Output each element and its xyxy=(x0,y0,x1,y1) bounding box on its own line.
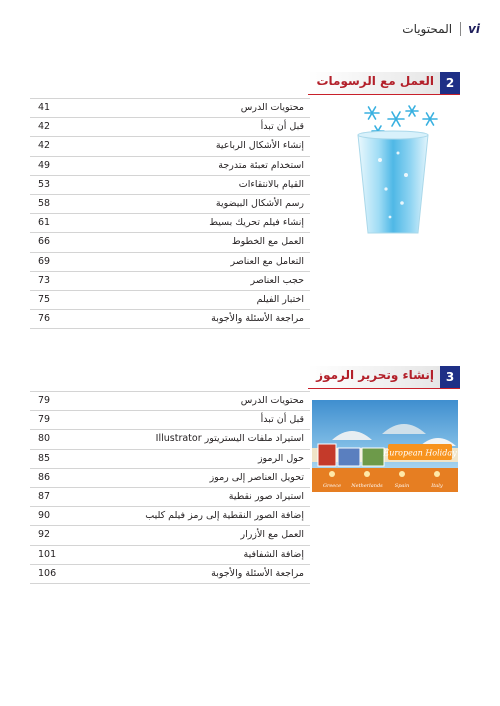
toc-page-number: 53 xyxy=(38,178,51,190)
toc-entry[interactable] xyxy=(30,214,310,233)
toc-entry[interactable] xyxy=(30,233,310,252)
toc-entry-title: حجب العناصر xyxy=(250,274,304,286)
toc-page-number: 92 xyxy=(38,529,51,541)
toc-entry[interactable] xyxy=(30,507,310,526)
toc-entry[interactable] xyxy=(30,137,310,156)
postcard-tab: Italy xyxy=(431,483,443,489)
toc-entry-title: محتويات الدرس xyxy=(240,395,304,406)
toc-entry[interactable] xyxy=(30,411,310,430)
page-header xyxy=(402,22,480,36)
toc-page-number: 79 xyxy=(38,414,51,426)
toc-entry[interactable] xyxy=(30,118,310,137)
toc-entry-title: استيراد ملفات اليستريتور Illustrator xyxy=(155,433,304,445)
toc-page-number: 73 xyxy=(38,274,51,286)
toc-entry[interactable] xyxy=(30,99,310,118)
toc-entry[interactable] xyxy=(30,565,310,584)
toc-entry[interactable] xyxy=(30,546,310,565)
toc-page-number: 76 xyxy=(38,313,51,325)
toc-entry[interactable] xyxy=(30,157,310,176)
toc-page-number: 42 xyxy=(38,121,51,133)
toc-entry[interactable] xyxy=(30,450,310,469)
toc-page-number: 106 xyxy=(38,567,57,579)
toc-entry[interactable] xyxy=(30,176,310,195)
chapter-title: العمل مع الرسومات xyxy=(316,74,434,88)
toc-entry-title: رسم الأشكال البيضوية xyxy=(215,197,304,209)
toc-page-number: 79 xyxy=(38,395,51,406)
header-divider xyxy=(460,22,461,36)
toc-entry[interactable] xyxy=(30,430,310,449)
toc-page-number: 41 xyxy=(38,102,51,113)
toc-entry-title: تحويل العناصر إلى رموز xyxy=(209,471,304,483)
chapter-number: 2 xyxy=(440,72,460,94)
toc-page-number: 69 xyxy=(38,255,51,267)
chapter-2-toc xyxy=(30,99,310,329)
toc-entry-title: استخدام تعبئة متدرجة xyxy=(218,159,304,171)
toc-entry[interactable] xyxy=(30,272,310,291)
toc-entry-title: إضافة الصور النقطية إلى رمز فيلم كليب xyxy=(145,510,304,522)
toc-entry-title: اختبار الفيلم xyxy=(256,293,304,305)
chapter-title: إنشاء وتحرير الرموز xyxy=(316,368,434,382)
toc-entry-title: قبل أن تبدأ xyxy=(260,121,304,133)
postcard-title: European Holiday xyxy=(383,448,457,458)
toc-page-number: 66 xyxy=(38,236,51,248)
toc-entry-title: استيراد صور نقطية xyxy=(228,490,304,502)
glass-illustration xyxy=(350,105,460,240)
toc-entry-title: القيام بالانتقاءات xyxy=(238,178,304,190)
toc-entry-title: إنشاء الأشكال الرباعية xyxy=(215,140,304,152)
toc-entry[interactable] xyxy=(30,195,310,214)
chapter-number: 3 xyxy=(440,366,460,388)
toc-page-number: 90 xyxy=(38,510,51,522)
toc-entry-title: حول الرموز xyxy=(257,452,304,464)
toc-entry-title: قبل أن تبدأ xyxy=(260,414,304,426)
toc-entry[interactable] xyxy=(30,291,310,310)
header-title: المحتويات xyxy=(402,22,453,36)
chapter-3-heading xyxy=(308,366,460,389)
toc-entry-title: محتويات الدرس xyxy=(240,102,304,113)
toc-entry-title: العمل مع الخطوط xyxy=(231,236,304,248)
toc-entry-title: مراجعة الأسئلة والأجوبة xyxy=(211,567,304,579)
toc-entry[interactable] xyxy=(30,488,310,507)
postcard-illustration xyxy=(312,400,458,492)
toc-entry-title: مراجعة الأسئلة والأجوبة xyxy=(211,313,304,325)
toc-entry-title: التعامل مع العناصر xyxy=(230,255,304,267)
toc-entry[interactable] xyxy=(30,253,310,272)
glass-icon xyxy=(358,135,428,233)
toc-page-number: 80 xyxy=(38,433,51,445)
postcard-tab: Greece xyxy=(322,483,342,489)
chapter-3-toc xyxy=(30,392,310,584)
toc-entry-title: إضافة الشفافية xyxy=(243,548,304,560)
toc-page-number: 85 xyxy=(38,452,51,464)
toc-entry-title: إنشاء فيلم تحريك بسيط xyxy=(209,217,304,229)
toc-entry[interactable] xyxy=(30,310,310,329)
toc-page-number: 49 xyxy=(38,159,51,171)
toc-page-number: 61 xyxy=(38,217,51,229)
toc-entry[interactable] xyxy=(30,526,310,545)
toc-page-number: 86 xyxy=(38,471,51,483)
page-number: vi xyxy=(468,22,480,36)
toc-entry[interactable] xyxy=(30,469,310,488)
toc-page-number: 75 xyxy=(38,293,51,305)
toc-entry[interactable] xyxy=(30,392,310,411)
toc-page-number: 87 xyxy=(38,490,51,502)
toc-entry-title: العمل مع الأزرار xyxy=(240,529,304,541)
chapter-2-heading xyxy=(308,72,460,95)
toc-page-number: 58 xyxy=(38,197,51,209)
postcard-tab: Spain xyxy=(394,483,410,489)
toc-page-number: 42 xyxy=(38,140,51,152)
toc-page-number: 101 xyxy=(38,548,57,560)
postcard-tab: Netherlands xyxy=(351,483,383,489)
